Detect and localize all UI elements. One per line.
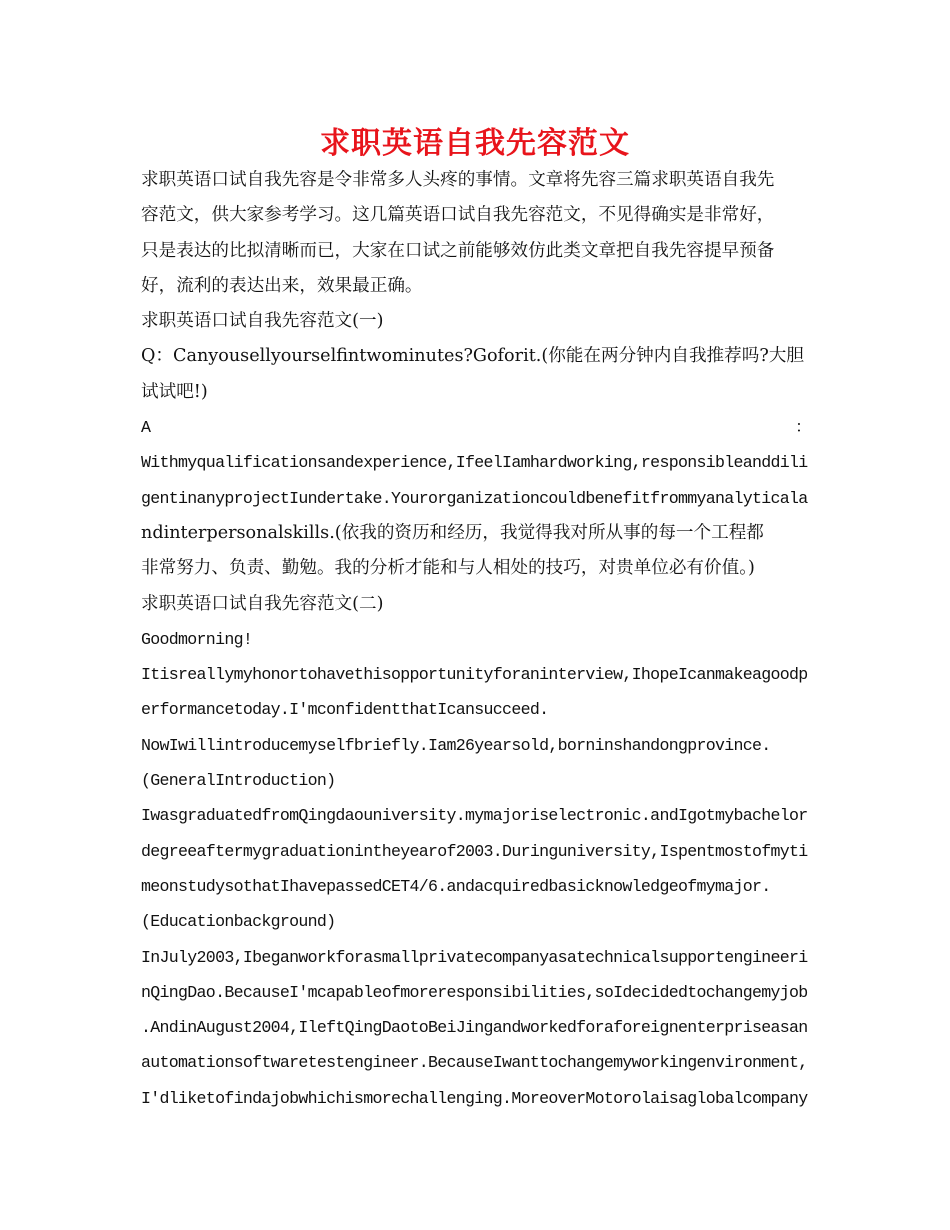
document-body bbox=[141, 163, 811, 1116]
document-title: 求职英语自我先容范文 bbox=[320, 126, 630, 161]
text-line: gentinanyprojectIundertake.Yourorganizationcouldbenefitfrommyanalyticala bbox=[141, 488, 808, 508]
text-line: 容范文，供大家参考学习。这几篇英语口试自我先容范文，不见得确实是非常好， bbox=[141, 205, 775, 226]
text-line: IwasgraduatedfromQingdaouniversity.mymajoriselectronic.andIgotmybachelor bbox=[141, 806, 808, 826]
text-line: 求职英语口试自我先容范文(一) bbox=[141, 311, 384, 332]
text-line: 好，流利的表达出来，效果最正确。 bbox=[141, 275, 423, 296]
text-line: 求职英语口试自我先容是令非常多人头疼的事情。文章将先容三篇求职英语自我先 bbox=[141, 170, 775, 190]
text-line: InJuly2003,Ibeganworkforasmallprivatecompanyasatechnicalsupportengineeri bbox=[141, 947, 808, 967]
text-line: Q：Canyousellyourselfintwominutes?Goforit.(你能在两分钟内自我推荐吗?大胆 bbox=[141, 346, 804, 367]
text-line: Itisreallymyhonortohavethisopportunityforaninterview,IhopeIcanmakeagoodp bbox=[141, 665, 808, 685]
text-line: I'dliketofindajobwhichismorechallenging.MoreoverMotorolaisaglobalcompany bbox=[141, 1088, 808, 1108]
text-line: 非常努力、负责、勤勉。我的分析才能和与人相处的技巧，对贵单位必有价值。) bbox=[141, 558, 755, 579]
text-line: nQingDao.BecauseI'mcapableofmoreresponsibilities,soIdecidedtochangemyjob bbox=[141, 982, 808, 1002]
text-line: 试试吧!) bbox=[141, 381, 208, 402]
text-line: NowIwillintroducemyselfbriefly.Iam26yearsold,borninshandongprovince. bbox=[141, 735, 771, 755]
answer-label: A bbox=[141, 418, 151, 438]
text-line bbox=[141, 410, 811, 445]
text-line: 只是表达的比拟清晰而已，大家在口试之前能够效仿此类文章把自我先容提早预备 bbox=[141, 240, 775, 261]
text-line: automationsoftwaretestengineer.BecauseIwanttochangemyworkingenvironment, bbox=[141, 1053, 808, 1073]
answer-colon: ： bbox=[795, 418, 811, 438]
text-line: Goodmorning! bbox=[141, 629, 253, 649]
text-line: ndinterpersonalskills.(依我的资历和经历，我觉得我对所从事的每一个工程都 bbox=[141, 522, 764, 543]
text-line: (GeneralIntroduction) bbox=[141, 771, 336, 791]
text-line: degreeaftermygraduationintheyearof2003.Duringuniversity,Ispentmostofmyti bbox=[141, 841, 808, 861]
text-line: .AndinAugust2004,IleftQingDaotoBeiJingandworkedforaforeignenterpriseasan bbox=[141, 1018, 808, 1038]
text-line: (Educationbackground) bbox=[141, 912, 336, 932]
text-line: meonstudysothatIhavepassedCET4/6.andacquiredbasicknowledgeofmymajor. bbox=[141, 876, 771, 896]
text-line: 求职英语口试自我先容范文(二) bbox=[141, 593, 384, 614]
text-line: erformancetoday.I'mconfidentthatIcansucceed. bbox=[141, 700, 549, 720]
text-line: Withmyqualificationsandexperience,IfeelIamhardworking,responsibleanddili bbox=[141, 453, 808, 473]
